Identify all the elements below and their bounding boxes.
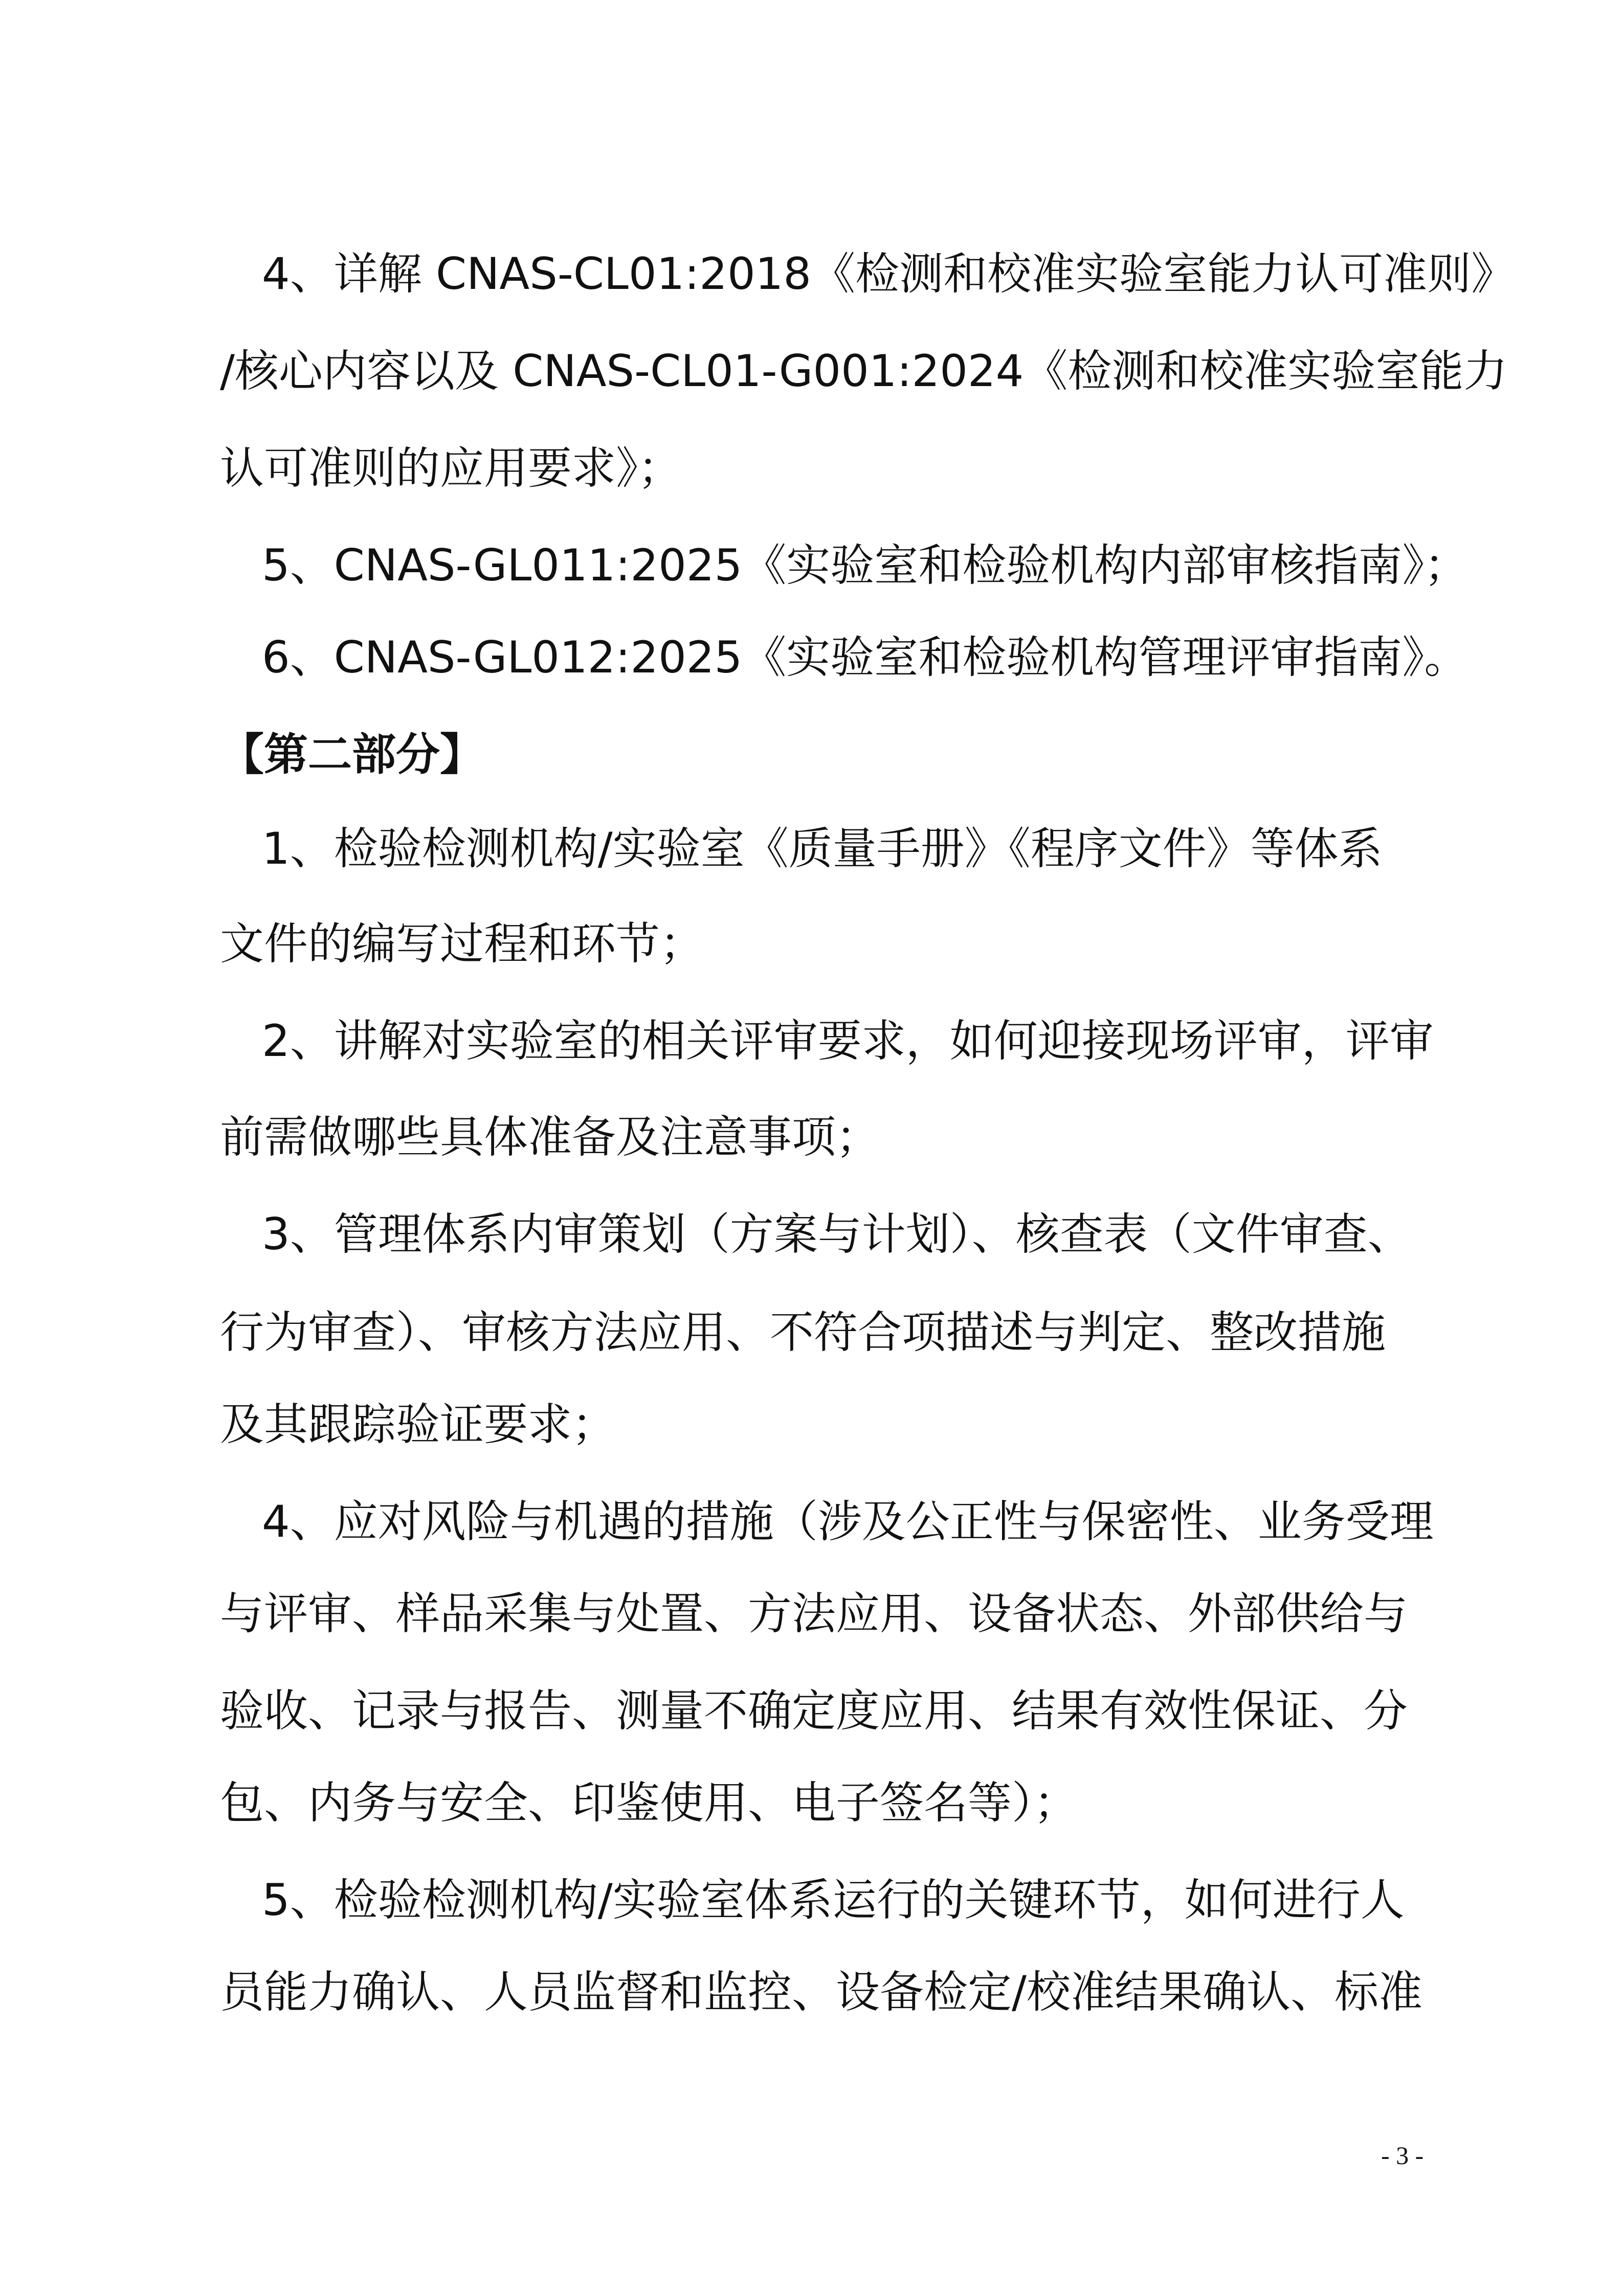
- text-line: 及其跟踪验证要求；: [220, 1399, 616, 1450]
- text-line: 5、CNAS-GL011:2025《实验室和检验机构内部审核指南》；: [262, 540, 1469, 591]
- text-line: 员能力确认、人员监督和监控、设备检定/校准结果确认、标准: [220, 1967, 1422, 2018]
- text-line: 5、检验检测机构/实验室体系运行的关键环节，如何进行人: [262, 1875, 1405, 1926]
- text-line: 行为审查）、审核方法应用、不符合项描述与判定、整改措施: [220, 1307, 1386, 1358]
- text-line: 4、详解 CNAS-CL01:2018《检测和校准实验室能力认可准则》: [262, 249, 1516, 300]
- text-line: 与评审、样品采集与处置、方法应用、设备状态、外部供给与: [220, 1588, 1408, 1639]
- text-line: 验收、记录与报告、测量不确定度应用、结果有效性保证、分: [220, 1685, 1408, 1737]
- text-line: 4、应对风险与机遇的措施（涉及公正性与保密性、业务受理: [262, 1496, 1434, 1547]
- text-line: /核心内容以及 CNAS-CL01-G001:2024《检测和校准实验室能力: [220, 346, 1508, 397]
- text-line: 2、讲解对实验室的相关评审要求，如何迎接现场评审，评审: [262, 1016, 1434, 1067]
- text-line: 3、管理体系内审策划（方案与计划）、核查表（文件审查、: [262, 1209, 1412, 1260]
- text-line: 包、内务与安全、印鉴使用、电子签名等）；: [220, 1777, 1078, 1829]
- text-line: 1、检验检测机构/实验室《质量手册》《程序文件》等体系: [262, 823, 1383, 874]
- section-heading: 【第二部分】: [220, 729, 484, 780]
- text-line: 文件的编写过程和环节；: [220, 918, 704, 970]
- text-line: 6、CNAS-GL012:2025《实验室和检验机构管理评审指南》。: [262, 632, 1469, 683]
- text-line: 前需做哪些具体准备及注意事项；: [220, 1112, 880, 1163]
- page-number: - 3 -: [1381, 2141, 1424, 2170]
- text-line: 认可准则的应用要求》；: [220, 443, 682, 494]
